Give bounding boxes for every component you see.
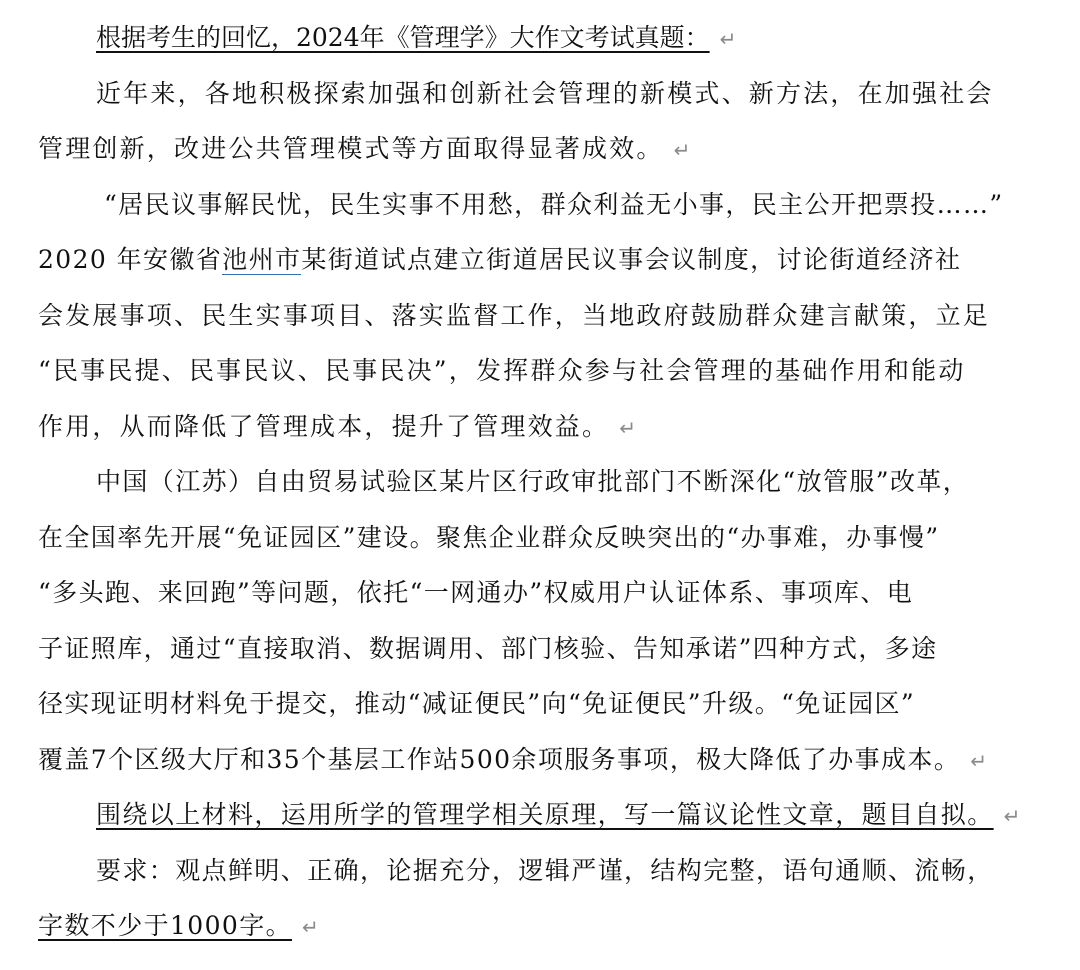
paragraph-mark-icon: ↵ xyxy=(302,915,321,939)
exam-heading-line xyxy=(38,10,1038,66)
paragraph-3-line-3: “多头跑、来回跑”等问题，依托“一网通办”权威用户认证体系、事项库、电 xyxy=(38,578,914,607)
paragraph-mark-icon: ↵ xyxy=(673,138,693,162)
paragraph-mark-icon: ↵ xyxy=(1003,804,1022,828)
exam-heading: 根据考生的回忆，2024年《管理学》大作文考试真题： xyxy=(96,23,710,52)
paragraph-1-text: 管理创新，改进公共管理模式等方面取得显著成效。 xyxy=(38,134,664,163)
paragraph-5-line-2 xyxy=(38,898,1038,954)
paragraph-2-line-5 xyxy=(38,399,1038,455)
writing-task: 围绕以上材料，运用所学的管理学相关原理，写一篇议论性文章，题目自拟。 xyxy=(96,800,994,829)
paragraph-1-line-1: 近年来，各地积极探索加强和创新社会管理的新模式、新方法，在加强社会 xyxy=(96,78,994,108)
paragraph-5-line-1: 要求：观点鲜明、正确，论据充分，逻辑严谨，结构完整，语句通顺、流畅， xyxy=(96,855,994,885)
paragraph-2-line-1: “居民议事解民忧，民生实事不用愁，群众利益无小事，民主公开把票投……” xyxy=(104,189,1004,219)
paragraph-3-line-6 xyxy=(38,732,1038,788)
paragraph-2-line-2 xyxy=(38,232,1038,288)
paragraph-1-line-2 xyxy=(38,121,1038,177)
paragraph-2-line-4: “民事民提、民事民议、民事民决”，发挥群众参与社会管理的基础作用和能动 xyxy=(38,356,966,385)
paragraph-4-line-1 xyxy=(38,787,1038,843)
paragraph-3-line-5: 径实现证明材料免于提交，推动“减证便民”向“免证便民”升级。“免证园区” xyxy=(38,689,916,718)
paragraph-mark-icon: ↵ xyxy=(619,415,639,440)
paragraph-2-text: 作用，从而降低了管理成本，提升了管理效益。 xyxy=(38,411,610,441)
paragraph-2-text: 某街道试点建立街道居民议事会议制度，讨论街道经济社 xyxy=(301,245,962,274)
paragraph-mark-icon: ↵ xyxy=(719,27,737,51)
paragraph-3-line-1: 中国（江苏）自由贸易试验区某片区行政审批部门不断深化“放管服”改革， xyxy=(96,467,970,496)
document-page xyxy=(38,10,1038,954)
paragraph-mark-icon: ↵ xyxy=(970,748,989,773)
paragraph-2-text: 2020 年安徽省 xyxy=(38,245,223,274)
word-count-requirement: 字数不少于1000字。 xyxy=(38,911,293,940)
city-link[interactable]: 池州市 xyxy=(222,245,302,274)
paragraph-3-line-2: 在全国率先开展“免证园区”建设。聚焦企业群众反映突出的“办事难，办事慢” xyxy=(38,522,940,552)
paragraph-3-line-4: 子证照库，通过“直接取消、数据调用、部门核验、告知承诺”四种方式，多途 xyxy=(38,633,938,663)
paragraph-2-line-3: 会发展事项、民生实事项目、落实监督工作，当地政府鼓励群众建言献策，立足 xyxy=(38,300,991,330)
paragraph-3-text: 覆盖7个区级大厅和35个基层工作站500余项服务事项，极大降低了办事成本。 xyxy=(38,744,961,774)
